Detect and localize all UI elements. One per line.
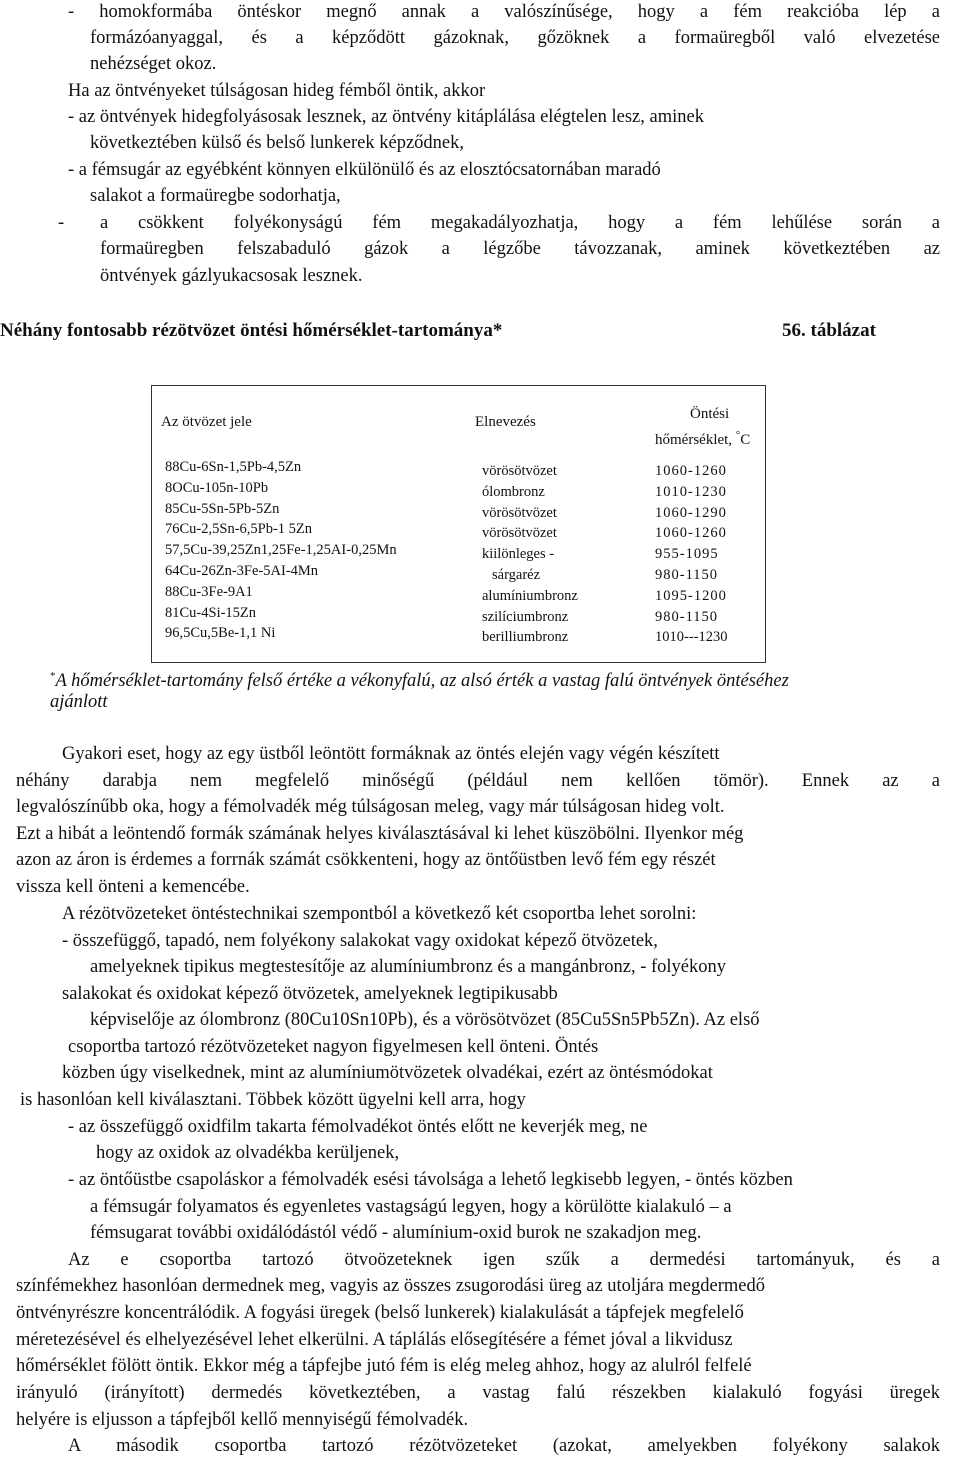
table-cell: ólombronz bbox=[482, 483, 545, 500]
text-line: színfémekhez hasonlóan dermednek meg, vagyis az összes zsugorodási üreg az utoljára megdermedő bbox=[16, 1276, 765, 1296]
column-name bbox=[482, 461, 578, 648]
text-line: is hasonlóan kell kiválasztani. Többek között ügyelni kell arra, hogy bbox=[20, 1090, 526, 1110]
text-line: hogy az oxidok az olvadékba kerüljenek, bbox=[96, 1143, 400, 1163]
table-cell: 1060-1260 bbox=[655, 525, 727, 542]
text-line: képviselője az ólombronz (80Cu10Sn10Pb), és a vörösötvözet (85Cu5Sn5Pb5Zn). Az első bbox=[90, 1010, 760, 1030]
table-cell: 85Cu-5Sn-5Pb-5Zn bbox=[165, 500, 280, 517]
text-line: - a fémsugár az egyébként könnyen elkülönülő és az elosztócsatornában maradó bbox=[68, 160, 661, 180]
text-line: helyére is eljusson a tápfejből kellő mennyiségű fémolvadék. bbox=[16, 1410, 469, 1430]
table-cell: 1010---1230 bbox=[655, 629, 728, 646]
table-cell: kiilönleges - bbox=[482, 546, 555, 563]
text-line: - az öntvények hidegfolyásosak lesznek, az öntvény kitáplálása elégtelen lesz, aminek bbox=[68, 107, 704, 127]
table-cell: szilíciumbronz bbox=[482, 608, 569, 625]
table-cell: 1010-1230 bbox=[655, 483, 727, 500]
table-number: 56. táblázat bbox=[782, 320, 876, 341]
table-cell: sárgaréz bbox=[492, 566, 541, 583]
text-line: vissza kell önteni a kemencébe. bbox=[16, 877, 250, 897]
table-cell: 76Cu-2,5Sn-6,5Pb-1 5Zn bbox=[165, 521, 313, 538]
text-line: közben úgy viselkednek, mint az alumíniumötvözetek olvadékai, ezért az öntésmódokat bbox=[62, 1063, 713, 1083]
table-cell: 81Cu-4Si-15Zn bbox=[165, 604, 257, 621]
header-temp-line2: hőmérséklet, °C bbox=[655, 429, 751, 448]
text-line: méretezésével és elhelyezésével lehet elkerülni. A táplálás elősegítésére a fémet jóval a likvidusz bbox=[16, 1330, 733, 1350]
text-line: Az e csoportba tartozó ötvoözeteknek igen szűk a dermedési tartományuk, és a bbox=[68, 1250, 940, 1270]
text-line: - összefüggő, tapadó, nem folyékony salakokat vagy oxidokat képező ötvözetek, bbox=[62, 931, 658, 951]
text-line: fémsugarat további oxidálódástól védő - alumínium-oxid burok ne szakadjon meg. bbox=[90, 1223, 702, 1243]
footnote-line: ajánlott bbox=[50, 692, 108, 712]
header-temp-line1: Öntési bbox=[690, 406, 730, 422]
text-line: következtében külső és belső lunkerek képződnek, bbox=[90, 133, 464, 153]
text-line: salakokat és oxidokat képező ötvözetek, amelyeknek legtipikusabb bbox=[62, 984, 558, 1004]
text-line: csoportba tartozó rézötvözeteket nagyon figyelmesen kell önteni. Öntés bbox=[68, 1037, 599, 1057]
text-line: öntvények gázlyukacsosak lesznek. bbox=[100, 266, 363, 286]
list-dash: - bbox=[58, 213, 65, 233]
text-line: formázóanyaggal, és a képződött gázoknak, gőzöknek a formaüregből való elvezetése bbox=[90, 28, 940, 48]
text-line: legvalószínűbb oka, hogy a fémolvadék még túlságosan meleg, vagy már túlságosan hideg volt. bbox=[16, 797, 725, 817]
text-line: A második csoportba tartozó rézötvözeteket (azokat, amelyekben folyékony salakok bbox=[68, 1436, 940, 1456]
footnote-line: *A hőmérséklet-tartomány felső értéke a vékonyfalú, az alsó érték a vastag falú öntvények öntéséhez bbox=[50, 670, 789, 692]
text-line: salakot a formaüregbe sodorhatja, bbox=[90, 186, 341, 206]
text-line: a csökkent folyékonyságú fém megakadályozhatja, hogy a fém lehűlése során a bbox=[100, 213, 940, 233]
text-line: a fémsugár folyamatos és egyenletes vastagságú legyen, hogy a körülötte kialakuló – a bbox=[90, 1197, 732, 1217]
table-cell: 8OCu-105n-10Pb bbox=[165, 479, 269, 496]
table-cell: 88Cu-3Fe-9A1 bbox=[165, 583, 253, 600]
table-cell: 1060-1260 bbox=[655, 463, 727, 479]
text-line: hőmérséklet fölött öntik. Ekkor még a tápfejbe jutó fém is elég meleg ahhoz, hogy az alulról felfelé bbox=[16, 1356, 752, 1376]
table-cell: vörösötvözet bbox=[482, 504, 557, 521]
table-cell: 1060-1290 bbox=[655, 504, 727, 521]
table-cell: 96,5Cu,5Be-1,1 Ni bbox=[165, 625, 276, 642]
text-line: A rézötvözeteket öntéstechnikai szempontból a következő két csoportba lehet sorolni: bbox=[62, 904, 697, 924]
header-alloy-code: Az ötvözet jele bbox=[161, 414, 252, 430]
text-line: azon az áron is érdemes a forrnák számát csökkenteni, hogy az öntőüstben levő fém egy részét bbox=[16, 850, 716, 870]
text-line: irányuló (irányított) dermedés következtében, a vastag falú részekben kialakuló fogyási üregek bbox=[16, 1383, 940, 1403]
text-line: - az összefüggő oxidfilm takarta fémolvadékot öntés előtt ne keverjék meg, ne bbox=[68, 1117, 648, 1137]
text-line: Ha az öntvényeket túlságosan hideg fémből öntik, akkor bbox=[68, 81, 486, 101]
table-cell: 955-1095 bbox=[655, 546, 719, 563]
table-cell: 1095-1200 bbox=[655, 587, 727, 604]
text-line: - homokformába öntéskor megnő annak a valószínűsége, hogy a fém reakcióba lép a bbox=[68, 2, 940, 22]
column-temperature bbox=[655, 461, 728, 648]
table-cell: berilliumbronz bbox=[482, 629, 569, 646]
table-cell: 57,5Cu-39,25Zn1,25Fe-1,25AI-0,25Mn bbox=[165, 542, 397, 559]
column-alloy-code bbox=[165, 457, 397, 644]
table-cell: alumíniumbronz bbox=[482, 587, 578, 604]
footnote-star: * bbox=[50, 670, 56, 682]
text-line: néhány darabja nem megfelelő minőségű (például nem kellően tömör). Ennek az a bbox=[16, 771, 940, 791]
table-cell: 980-1150 bbox=[655, 608, 719, 625]
text-line: öntvényrészre koncentrálódik. A fogyási üregek (belső lunkerek) kialakulását a tápfejek megfelelő bbox=[16, 1303, 744, 1323]
table-cell: 88Cu-6Sn-1,5Pb-4,5Zn bbox=[165, 459, 302, 475]
table-cell: 980-1150 bbox=[655, 566, 719, 583]
header-name: Elnevezés bbox=[475, 414, 536, 430]
table-title: Néhány fontosabb rézötvözet öntési hőmérséklet-tartománya* bbox=[0, 320, 503, 341]
text-line: - az öntőüstbe csapoláskor a fémolvadék esési távolsága a lehető legkisebb legyen, - öntés közben bbox=[68, 1170, 793, 1190]
text-line: nehézséget okoz. bbox=[90, 54, 217, 74]
table-cell: 64Cu-26Zn-3Fe-5AI-4Mn bbox=[165, 562, 319, 579]
text-line: amelyeknek tipikus megtestesítője az alumíniumbronz és a mangánbronz, - folyékony bbox=[90, 957, 727, 977]
table-cell: vörösötvözet bbox=[482, 463, 557, 479]
text-line: Ezt a hibát a leöntendő formák számának helyes kiválasztásával ki lehet küszöbölni. Ilyenkor még bbox=[16, 824, 744, 844]
text-line: formaüregben felszabaduló gázok a légzőbe távozzanak, aminek következtében az bbox=[100, 239, 940, 259]
text-line: Gyakori eset, hogy az egy üstből leöntött formáknak az öntés elején vagy végén készített bbox=[62, 744, 720, 764]
table-cell: vörösötvözet bbox=[482, 525, 557, 542]
